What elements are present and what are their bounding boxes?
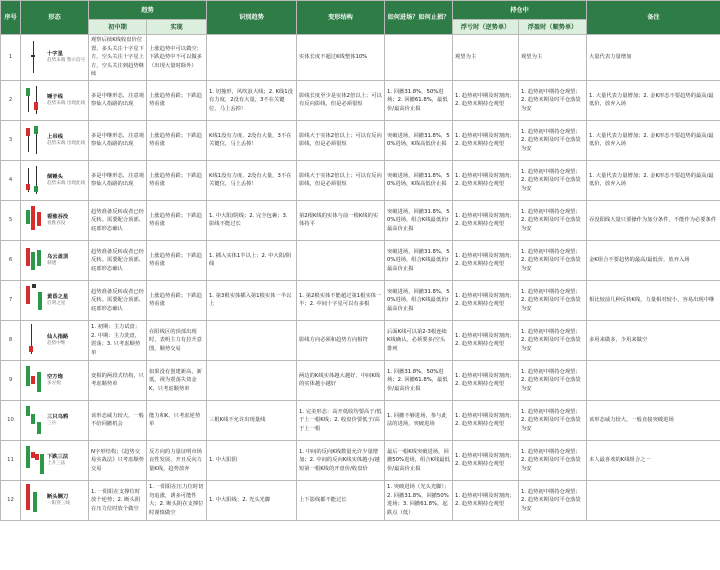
candle-body bbox=[26, 184, 30, 190]
header-loss: 浮亏时（逆势单） bbox=[453, 20, 519, 35]
pattern-cell bbox=[21, 160, 89, 200]
loss-cell: 1. 趋势初中期及时割肉；2. 趋势末期持仓观望 bbox=[453, 320, 519, 360]
table-row bbox=[1, 440, 720, 480]
candlestick-pattern-icon bbox=[25, 402, 45, 438]
candle-body bbox=[37, 372, 41, 392]
entry-cell bbox=[385, 35, 453, 81]
recognition-cell bbox=[207, 360, 297, 400]
table-row bbox=[1, 240, 720, 280]
table-row bbox=[1, 200, 720, 240]
early-stage-cell: 观察后续K线收盘价位置，多头关注十字星下方，空头关注十字星上方，空头关注到趋势继续 bbox=[89, 35, 147, 81]
actual-cell: 上涨趋势中可以做空；下跌趋势中不可以做多（出现大量时除外） bbox=[147, 35, 207, 81]
shape-cell: 1. 完美形态：高开低收均要高于/低于上一根K线；2. 收盘价要低于/高于上一根 bbox=[297, 400, 385, 440]
header-actual: 实现 bbox=[147, 20, 207, 35]
notes-cell bbox=[587, 360, 720, 400]
candle-body bbox=[29, 346, 33, 352]
table-row bbox=[1, 35, 720, 81]
candle-body bbox=[35, 454, 39, 460]
pattern-name: 黄昏之星 bbox=[47, 293, 69, 300]
profit-cell: 1. 趋势初中期持仓观望；2. 趋势末期及时平仓落袋为安 bbox=[519, 240, 587, 280]
candle-body bbox=[26, 406, 30, 416]
candle-body bbox=[26, 286, 30, 304]
recognition-cell: 1. 中大阳阴 bbox=[207, 440, 297, 480]
candle-body bbox=[37, 422, 41, 434]
pattern-subtitle: 启明之星 bbox=[47, 300, 66, 306]
candle-body bbox=[26, 210, 30, 224]
candlestick-pattern-icon bbox=[25, 442, 45, 478]
loss-cell: 1. 趋势初中期及时割肉；2. 趋势末期持仓观望 bbox=[453, 80, 519, 120]
recognition-cell: 1. 中大阳线；2. 光头光脚 bbox=[207, 480, 297, 520]
pattern-name: 倒锤头 bbox=[47, 173, 63, 180]
pattern-cell bbox=[21, 480, 89, 520]
profit-cell: 1. 趋势初中期持仓观望；2. 趋势末期及时平仓落袋为安 bbox=[519, 320, 587, 360]
actual-cell: 在阳线区的顶部出现时，表明主力有拉升意图，顺势交易 bbox=[147, 320, 207, 360]
entry-cell: 1. 回撤不够进场，参与此法的进场，突破进场 bbox=[385, 400, 453, 440]
pattern-name: 仙人指路 bbox=[47, 333, 69, 340]
pattern-subtitle: 上升三法 bbox=[47, 460, 66, 466]
profit-cell: 1. 趋势初中期持仓观望；2. 趋势末期及时平仓落袋为安 bbox=[519, 160, 587, 200]
loss-cell: 1. 趋势初中期及时割肉；2. 趋势末期持仓观望 bbox=[453, 120, 519, 160]
header-shape: 变形结构 bbox=[297, 1, 385, 35]
entry-cell: 最后一根K线突破进场，回撤50%进场，组合K线最低价/最高价止损 bbox=[385, 440, 453, 480]
notes-cell: 1. 大量代表力量增加；2. 金K形态不要趋势的最高/最低价，放弃入场 bbox=[587, 160, 720, 200]
pattern-cell bbox=[21, 35, 89, 81]
candle-body bbox=[26, 366, 30, 386]
candle-body bbox=[31, 376, 35, 384]
table-row bbox=[1, 120, 720, 160]
row-number: 2 bbox=[1, 80, 21, 120]
recognition-cell: 1. 第3根实体插入第1根实体一半以上 bbox=[207, 280, 297, 320]
early-stage-cell: 多是中继形态，注意观察仙人指路的出现 bbox=[89, 80, 147, 120]
pattern-subtitle: 趋势末端 出现此线 bbox=[47, 140, 86, 146]
candle-body bbox=[40, 454, 44, 474]
shape-cell: 上下影线都不能过长 bbox=[297, 480, 385, 520]
pattern-cell bbox=[21, 360, 89, 400]
row-number: 9 bbox=[1, 360, 21, 400]
actual-cell: 上涨趋势看跌；下跌趋势看涨 bbox=[147, 240, 207, 280]
pattern-name: 下跌三法 bbox=[47, 453, 69, 460]
candlestick-pattern-icon bbox=[25, 39, 45, 75]
recognition-cell: K线1没有力度，2没有大量，3不在关键位，马上丢掉！ bbox=[207, 120, 297, 160]
notes-cell: 1. 大量代表力量增加；2. 金K形态不要趋势的最高/最低价，放弃入场 bbox=[587, 80, 720, 120]
loss-cell: 1. 趋势初中期及时割肉；2. 趋势末期持仓观望 bbox=[453, 480, 519, 520]
candlestick-pattern-icon bbox=[25, 242, 45, 278]
loss-cell: 1. 趋势初中期及时割肉；2. 趋势末期持仓观望 bbox=[453, 400, 519, 440]
recognition-cell bbox=[207, 320, 297, 360]
pattern-subtitle: 趋势末端 警示信号 bbox=[47, 57, 86, 63]
notes-cell: 相比较前几种反转K线，力量相对较小，容易出现中继 bbox=[587, 280, 720, 320]
loss-cell: 1. 趋势初中期及时割肉；2. 趋势末期持仓观望 bbox=[453, 160, 519, 200]
candle-body bbox=[34, 186, 38, 192]
shape-cell: 影线方向必须和趋势方向相符 bbox=[297, 320, 385, 360]
early-stage-cell: N字形结构；《趋势交易实战法》只考虑顺势交易 bbox=[89, 440, 147, 480]
candlestick-pattern-icon bbox=[25, 162, 45, 198]
recognition-cell: K线1没有力度，2没有大量，3不在关键位，马上丢掉！ bbox=[207, 160, 297, 200]
pattern-name: 上吊线 bbox=[47, 133, 63, 140]
candle-body bbox=[31, 414, 35, 424]
loss-cell: 1. 趋势初中期及时割肉；2. 趋势末期持仓观望 bbox=[453, 240, 519, 280]
recognition-cell: 1. 切撞形，风吹浪大线；2. K线1没有力度，2没有大量，3不在关键位，马上丢掉！ bbox=[207, 80, 297, 120]
row-number: 8 bbox=[1, 320, 21, 360]
entry-cell: 后面K线可以第2-3根连续K线确认，必须要多/空头排列 bbox=[385, 320, 453, 360]
notes-cell: 金K组合不要趋势的最高/最低价，放弃入场 bbox=[587, 240, 720, 280]
candlestick-pattern-icon bbox=[25, 322, 45, 358]
header-entry: 如何进场？如何止损？ bbox=[385, 1, 453, 35]
candle-wick bbox=[33, 41, 34, 73]
profit-cell: 1. 趋势初中期持仓观望；2. 趋势末期及时平仓落袋为安 bbox=[519, 120, 587, 160]
actual-cell: 1. 一阳阳在压力位时切勿追涨，诱多可能性大；2. 断头阴在支撑位时谨慎做空 bbox=[147, 480, 207, 520]
profit-cell: 1. 趋势初中期持仓观望；2. 趋势末期及时平仓落袋为安 bbox=[519, 440, 587, 480]
loss-cell: 1. 趋势初中期及时割肉；2. 趋势末期持仓观望 bbox=[453, 360, 519, 400]
header-early: 初中期 bbox=[89, 20, 147, 35]
entry-cell: 1. 回撤31.8%，50%进场；2. 回撤61.8%，最低价/最高价止损 bbox=[385, 80, 453, 120]
early-stage-cell: 趋势准备反转或者已经反转。需要配合顶部、底部形态确认 bbox=[89, 280, 147, 320]
candle-body bbox=[26, 484, 30, 510]
candlestick-pattern-icon bbox=[25, 202, 45, 238]
entry-cell: 突破进场，回撤31.8%，50%进场，组合K线最低价/最高价止损 bbox=[385, 280, 453, 320]
early-stage-cell: 变相的两段式结构，只考虑顺势单 bbox=[89, 360, 147, 400]
candle-body bbox=[31, 206, 35, 230]
pattern-name: 三只乌鸦 bbox=[47, 413, 69, 420]
entry-cell: 1. 回撤31.8%，50%进场；2. 回撤61.8%，最低价/最高价止损 bbox=[385, 360, 453, 400]
row-number: 7 bbox=[1, 280, 21, 320]
header-seq: 序号 bbox=[1, 1, 21, 35]
early-stage-cell: 1. 一阳阳在支撑位时放个逆势；2. 断头阴在压力位时放个做空 bbox=[89, 480, 147, 520]
pattern-cell bbox=[21, 200, 89, 240]
shape-cell: 实体长度不超过K线整体10% bbox=[297, 35, 385, 81]
entry-cell: 突破进场，回撤31.8%，50%进场，K线高低价止损 bbox=[385, 120, 453, 160]
table-row bbox=[1, 400, 720, 440]
loss-cell: 1. 趋势初中期及时割肉；2. 趋势末期持仓观望 bbox=[453, 200, 519, 240]
header-row-1 bbox=[1, 1, 720, 20]
early-stage-cell: 该形态威力较大，一般不给回撤机会 bbox=[89, 400, 147, 440]
notes-cell: 大量代表力量增加 bbox=[587, 35, 720, 81]
candle-body bbox=[38, 292, 42, 310]
profit-cell: 1. 趋势初中期持仓观望；2. 趋势末期及时平仓落袋为安 bbox=[519, 80, 587, 120]
notes-cell: 1. 大量代表力量增加；2. 金K形态不要趋势的最高/最低价，放弃入场 bbox=[587, 120, 720, 160]
pattern-name: 十字星 bbox=[47, 50, 63, 57]
notes-cell bbox=[587, 480, 720, 520]
profit-cell: 1. 趋势初中期持仓观望；2. 趋势末期及时平仓落袋为安 bbox=[519, 280, 587, 320]
pattern-cell bbox=[21, 280, 89, 320]
pattern-name: 乌云盖顶 bbox=[47, 253, 69, 260]
pattern-subtitle: 刺透 bbox=[47, 260, 57, 266]
pattern-subtitle: 看跌吞没 bbox=[47, 220, 66, 226]
candlestick-pattern-icon bbox=[25, 282, 45, 318]
table-row bbox=[1, 80, 720, 120]
table-row bbox=[1, 160, 720, 200]
table-row bbox=[1, 360, 720, 400]
candle-body bbox=[31, 252, 35, 270]
header-pattern: 形态 bbox=[21, 1, 89, 35]
pattern-subtitle: 多方炮 bbox=[47, 380, 61, 386]
shape-cell: 影线长度至少是实体2倍以上；可以有反向影线，但是必须很短 bbox=[297, 80, 385, 120]
early-stage-cell: 多是中继形态，注意观察仙人指路的出现 bbox=[89, 120, 147, 160]
recognition-cell: 1. 中大阳/阴线；2. 完全包裹；3. 影线不能过长 bbox=[207, 200, 297, 240]
profit-cell: 1. 趋势初中期持仓观望；2. 趋势末期及时平仓落袋为安 bbox=[519, 400, 587, 440]
pattern-cell bbox=[21, 240, 89, 280]
pattern-subtitle: 趋势末端 出现此线 bbox=[47, 180, 86, 186]
row-number: 4 bbox=[1, 160, 21, 200]
actual-cell: 能力和K、只考虑逆势单 bbox=[147, 400, 207, 440]
entry-cell: 1. 突破进场（光头光脚）；2. 回撤31.8%，回撤50%进场；3. 回撤61.8%，起跌点（低） bbox=[385, 480, 453, 520]
pattern-subtitle: 三兵 bbox=[47, 420, 57, 426]
notes-cell: 吞没阳线大量只要操作为加分条件，不能作为必要条件 bbox=[587, 200, 720, 240]
candle-body bbox=[31, 55, 35, 57]
candle-body bbox=[37, 212, 41, 226]
pattern-subtitle: 趋势末端 出现此线 bbox=[47, 100, 86, 106]
candle-body bbox=[26, 88, 30, 96]
row-number: 5 bbox=[1, 200, 21, 240]
notes-cell: 多用来做多，少用来做空 bbox=[587, 320, 720, 360]
header-trend: 趋势 bbox=[89, 1, 207, 20]
shape-cell: 两边的K线实体越大越好，中间K线的实体越小越好 bbox=[297, 360, 385, 400]
notes-cell: 该形态威力较大，一般直接突破进场 bbox=[587, 400, 720, 440]
loss-cell: 1. 趋势初中期及时割肉；2. 趋势末期持仓观望 bbox=[453, 440, 519, 480]
actual-cell: 如果没有创建新高，新低，视为震荡失效金K，只考虑顺势单 bbox=[147, 360, 207, 400]
candlestick-pattern-icon bbox=[25, 82, 45, 118]
actual-cell: 上涨趋势看跌；下跌趋势看涨 bbox=[147, 120, 207, 160]
header-holding: 持仓中 bbox=[453, 1, 587, 20]
candlestick-pattern-icon bbox=[25, 122, 45, 158]
candlestick-pattern-icon bbox=[25, 362, 45, 398]
pattern-subtitle: 趋势中继 bbox=[47, 340, 66, 346]
header-profit: 浮盈时（顺势单） bbox=[519, 20, 587, 35]
early-stage-cell: 趋势准备反转或者已经反转。需要配合顶部、底部形态确认 bbox=[89, 240, 147, 280]
early-stage-cell: 趋势准备反转或者已经反转。需要配合顶部、底部形态确认 bbox=[89, 200, 147, 240]
recognition-cell: 三根K线不允许出现量线 bbox=[207, 400, 297, 440]
actual-cell: 上涨趋势看跌；下跌趋势看涨 bbox=[147, 200, 207, 240]
header-notes: 备注 bbox=[587, 1, 720, 35]
row-number: 6 bbox=[1, 240, 21, 280]
candle-body bbox=[34, 126, 38, 134]
pattern-subtitle: 一阳穿三线 bbox=[47, 500, 70, 506]
profit-cell: 1. 趋势初中期持仓观望；2. 趋势末期及时平仓落袋为安 bbox=[519, 360, 587, 400]
pattern-cell bbox=[21, 80, 89, 120]
shape-cell: 1. 第2根实体不能超过第1根实体一半；2. 中间十字星可以有多根 bbox=[297, 280, 385, 320]
shape-cell: 第2根K线的实体与前一根K线的实体持平 bbox=[297, 200, 385, 240]
shape-cell bbox=[297, 240, 385, 280]
row-number: 10 bbox=[1, 400, 21, 440]
row-number: 12 bbox=[1, 480, 21, 520]
recognition-cell: 1. 插入实体1半以上；2. 中大阳/阴线 bbox=[207, 240, 297, 280]
candlestick-pattern-icon bbox=[25, 482, 45, 518]
pattern-cell bbox=[21, 320, 89, 360]
profit-cell: 1. 趋势初中期持仓观望；2. 趋势末期及时平仓落袋为安 bbox=[519, 480, 587, 520]
actual-cell: 上涨趋势看跌；下跌趋势看涨 bbox=[147, 280, 207, 320]
pattern-name: 断头铡刀 bbox=[47, 493, 69, 500]
candle-body bbox=[37, 250, 41, 266]
table-row bbox=[1, 280, 720, 320]
shape-cell: 影线大于实体2倍以上；可以有反向影线，但是必须很短 bbox=[297, 120, 385, 160]
pattern-name: 看涨吞没 bbox=[47, 213, 69, 220]
pattern-cell bbox=[21, 400, 89, 440]
profit-cell: 1. 趋势初中期持仓观望；2. 趋势末期及时平仓落袋为安 bbox=[519, 200, 587, 240]
table-row bbox=[1, 480, 720, 520]
table-row bbox=[1, 320, 720, 360]
shape-cell: 影线大于实体2倍以上；可以有反向影线，但是必须很短 bbox=[297, 160, 385, 200]
early-stage-cell: 多是中继形态，注意观察仙人指路的出现 bbox=[89, 160, 147, 200]
early-stage-cell: 1. 初期：主力试盘；2. 中期：主力洗盘，震荡；3. 只考虑顺势单 bbox=[89, 320, 147, 360]
pattern-name: 空方炮 bbox=[47, 373, 63, 380]
pattern-name: 锤子线 bbox=[47, 93, 63, 100]
row-number: 1 bbox=[1, 35, 21, 81]
row-number: 3 bbox=[1, 120, 21, 160]
pattern-cell bbox=[21, 120, 89, 160]
loss-cell: 观望为主 bbox=[453, 35, 519, 81]
profit-cell: 观望为主 bbox=[519, 35, 587, 81]
actual-cell: 反方向的力量证明市场良性发展，开且反向力量K线，趋势放弃 bbox=[147, 440, 207, 480]
actual-cell: 上涨趋势看跌；下跌趋势看涨 bbox=[147, 80, 207, 120]
candle-body bbox=[26, 248, 30, 266]
row-number: 11 bbox=[1, 440, 21, 480]
entry-cell: 突破进场，回撤31.8%，50%进场，组合K线最低价/最高价止损 bbox=[385, 240, 453, 280]
shape-cell: 1. 中间的反向K线数量允许少量增加；2. 中间的反向K线实体越小/越短第一根K线的开盘价/收盘价 bbox=[297, 440, 385, 480]
notes-cell: 本人最喜欢的K线组合之一 bbox=[587, 440, 720, 480]
pattern-cell bbox=[21, 440, 89, 480]
loss-cell: 1. 趋势初中期及时割肉；2. 趋势末期持仓观望 bbox=[453, 280, 519, 320]
candle-body bbox=[26, 446, 30, 468]
actual-cell: 上涨趋势看跌；下跌趋势看涨 bbox=[147, 160, 207, 200]
candle-body bbox=[34, 102, 38, 110]
recognition-cell bbox=[207, 35, 297, 81]
entry-cell: 突破进场，回撤31.8%，50%进场，组合K线最低价/最高价止损 bbox=[385, 200, 453, 240]
entry-cell: 突破进场，回撤31.8%，50%进场，K线高低价止损 bbox=[385, 160, 453, 200]
candle-body bbox=[33, 492, 37, 512]
candle-body bbox=[26, 128, 30, 136]
candle-body bbox=[32, 284, 36, 288]
header-recog: 识别趋势 bbox=[207, 1, 297, 35]
